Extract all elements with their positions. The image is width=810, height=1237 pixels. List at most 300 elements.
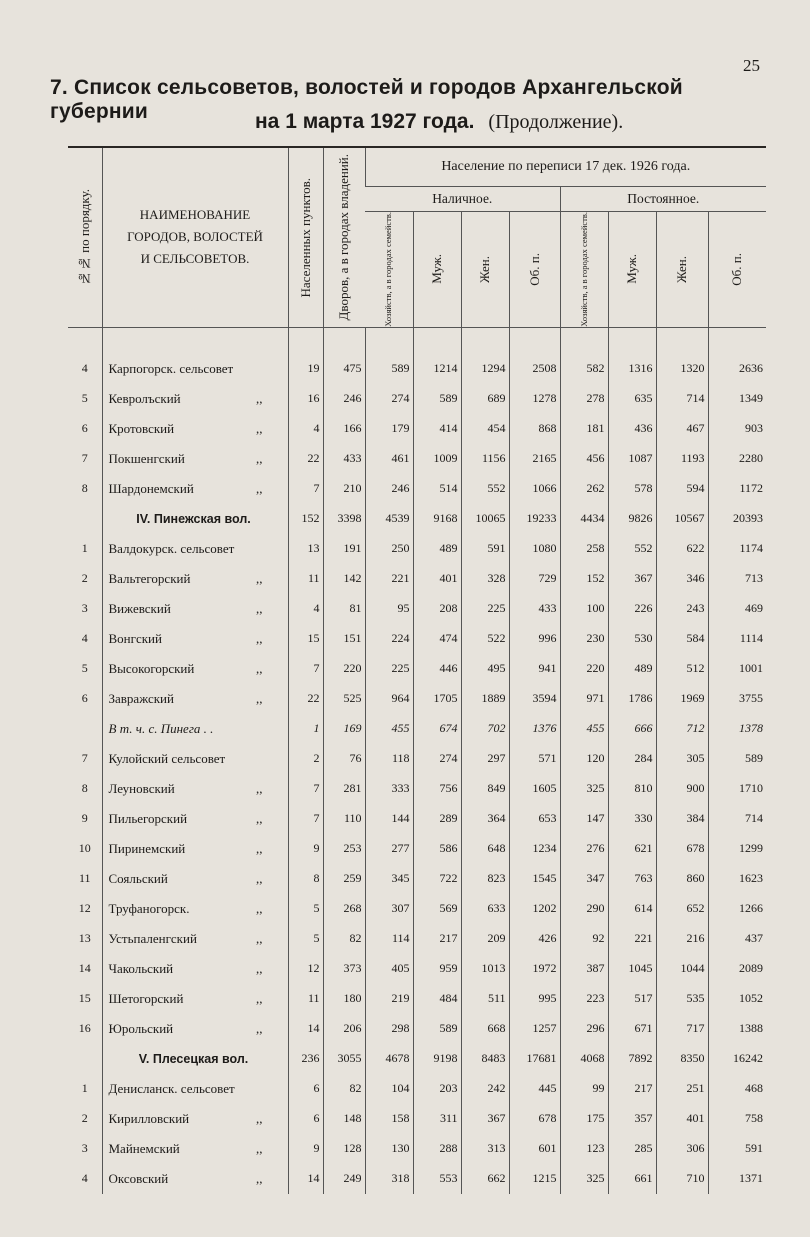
cell-farms-present: 274: [365, 384, 413, 414]
cell-households: 268: [323, 894, 365, 924]
row-name: Устьпаленгский ,,: [102, 924, 288, 954]
cell-female-permanent: 216: [656, 924, 708, 954]
cell-settlements: 14: [288, 1014, 323, 1044]
cell-female-present: 8483: [461, 1044, 509, 1074]
cell-settlements: 9: [288, 1134, 323, 1164]
cell-households: 373: [323, 954, 365, 984]
cell-households: 76: [323, 744, 365, 774]
row-number: 2: [81, 1111, 88, 1126]
cell-female-permanent: 622: [656, 534, 708, 564]
row-number: 5: [81, 661, 88, 676]
cell-farms-permanent: 175: [560, 1104, 608, 1134]
cell-settlements: 13: [288, 534, 323, 564]
cell-female-present: 648: [461, 834, 509, 864]
cell-male-permanent: 1786: [608, 684, 656, 714]
cell-farms-present: 4539: [365, 504, 413, 534]
table-row: [68, 684, 766, 714]
cell-male-permanent: 221: [608, 924, 656, 954]
cell-farms-present: 461: [365, 444, 413, 474]
row-name: Кротовский ,,: [102, 414, 288, 444]
cell-farms-permanent: 120: [560, 744, 608, 774]
cell-male-present: 208: [413, 594, 461, 624]
cell-both-permanent: 589: [708, 744, 766, 774]
cell-both-present: 426: [509, 924, 560, 954]
cell-female-present: 225: [461, 594, 509, 624]
cell-female-permanent: 1969: [656, 684, 708, 714]
table-row: [68, 414, 766, 444]
cell-settlements: 152: [288, 504, 323, 534]
cell-farms-present: 246: [365, 474, 413, 504]
row-name: Труфаногорск. ,,: [102, 894, 288, 924]
cell-farms-permanent: 220: [560, 654, 608, 684]
cell-female-permanent: 10567: [656, 504, 708, 534]
cell-both-permanent: 1388: [708, 1014, 766, 1044]
header-female-permanent: Жен.: [656, 212, 708, 328]
cell-both-present: 1066: [509, 474, 560, 504]
cell-female-permanent: 900: [656, 774, 708, 804]
cell-both-permanent: 758: [708, 1104, 766, 1134]
header-farms-permanent: Хозяйств, а в городах семейств.: [560, 212, 608, 328]
cell-male-permanent: 7892: [608, 1044, 656, 1074]
cell-farms-present: 179: [365, 414, 413, 444]
cell-both-present: 3594: [509, 684, 560, 714]
table-body: [68, 327, 766, 1194]
cell-male-present: 203: [413, 1074, 461, 1104]
table-row: [68, 1014, 766, 1044]
cell-female-permanent: 712: [656, 714, 708, 744]
header-both-present: Об. п.: [509, 212, 560, 328]
cell-farms-present: 318: [365, 1164, 413, 1194]
table-row: [68, 714, 766, 744]
table-row: [68, 624, 766, 654]
cell-farms-permanent: 99: [560, 1074, 608, 1104]
cell-farms-permanent: 123: [560, 1134, 608, 1164]
table-row: [68, 444, 766, 474]
cell-farms-present: 221: [365, 564, 413, 594]
row-name: Вонгский ,,: [102, 624, 288, 654]
cell-both-permanent: 714: [708, 804, 766, 834]
cell-both-permanent: 1349: [708, 384, 766, 414]
cell-male-present: 553: [413, 1164, 461, 1194]
cell-both-permanent: 3755: [708, 684, 766, 714]
cell-male-permanent: 9826: [608, 504, 656, 534]
cell-male-permanent: 226: [608, 594, 656, 624]
cell-households: 142: [323, 564, 365, 594]
cell-male-permanent: 284: [608, 744, 656, 774]
cell-farms-permanent: 290: [560, 894, 608, 924]
cell-farms-permanent: 152: [560, 564, 608, 594]
cell-settlements: 6: [288, 1104, 323, 1134]
cell-farms-permanent: 387: [560, 954, 608, 984]
table-row: [68, 744, 766, 774]
row-number: 3: [81, 601, 88, 616]
cell-farms-present: 158: [365, 1104, 413, 1134]
cell-male-present: 586: [413, 834, 461, 864]
cell-farms-permanent: 230: [560, 624, 608, 654]
cell-male-permanent: 810: [608, 774, 656, 804]
cell-male-permanent: 517: [608, 984, 656, 1014]
table-row: [68, 984, 766, 1014]
cell-farms-permanent: 456: [560, 444, 608, 474]
cell-farms-present: 333: [365, 774, 413, 804]
cell-both-permanent: 1052: [708, 984, 766, 1014]
cell-both-present: 941: [509, 654, 560, 684]
ditto-mark: ,,: [256, 600, 263, 616]
table-row: [68, 1074, 766, 1104]
cell-both-present: 2165: [509, 444, 560, 474]
cell-farms-present: 144: [365, 804, 413, 834]
cell-households: 206: [323, 1014, 365, 1044]
cell-female-present: 849: [461, 774, 509, 804]
row-number: 4: [81, 631, 88, 646]
cell-female-present: 242: [461, 1074, 509, 1104]
cell-settlements: 5: [288, 924, 323, 954]
cell-households: 253: [323, 834, 365, 864]
cell-households: 246: [323, 384, 365, 414]
cell-farms-permanent: 258: [560, 534, 608, 564]
cell-male-permanent: 552: [608, 534, 656, 564]
row-number: 7: [81, 451, 88, 466]
cell-male-permanent: 285: [608, 1134, 656, 1164]
cell-female-present: 1889: [461, 684, 509, 714]
cell-male-present: 489: [413, 534, 461, 564]
cell-households: 81: [323, 594, 365, 624]
row-name: Сояльский ,,: [102, 864, 288, 894]
cell-farms-permanent: 325: [560, 1164, 608, 1194]
cell-settlements: 11: [288, 564, 323, 594]
cell-male-permanent: 614: [608, 894, 656, 924]
cell-male-permanent: 436: [608, 414, 656, 444]
page-title: 7. Список сельсоветов, волостей и городов Архангельской губернии: [50, 76, 683, 123]
row-name: Завражский ,,: [102, 684, 288, 714]
row-number: 1: [81, 1081, 88, 1096]
cell-male-present: 514: [413, 474, 461, 504]
cell-households: 210: [323, 474, 365, 504]
cell-farms-permanent: 4068: [560, 1044, 608, 1074]
cell-settlements: 7: [288, 654, 323, 684]
cell-male-present: 1214: [413, 354, 461, 384]
cell-both-permanent: 903: [708, 414, 766, 444]
row-number: 3: [81, 1141, 88, 1156]
cell-households: 281: [323, 774, 365, 804]
cell-female-present: 662: [461, 1164, 509, 1194]
cell-farms-permanent: 455: [560, 714, 608, 744]
cell-both-present: 1202: [509, 894, 560, 924]
cell-female-permanent: 678: [656, 834, 708, 864]
cell-households: 82: [323, 924, 365, 954]
row-name: Кулойский сельсовет: [102, 744, 288, 774]
cell-female-permanent: 594: [656, 474, 708, 504]
table-row: [68, 1134, 766, 1164]
cell-male-present: 446: [413, 654, 461, 684]
cell-male-present: 589: [413, 1014, 461, 1044]
table-row: [68, 894, 766, 924]
row-name: Кирилловский ,,: [102, 1104, 288, 1134]
cell-settlements: 22: [288, 684, 323, 714]
cell-farms-permanent: 347: [560, 864, 608, 894]
cell-male-present: 1009: [413, 444, 461, 474]
row-number: 8: [81, 781, 88, 796]
row-number: 7: [81, 751, 88, 766]
ditto-mark: ,,: [256, 870, 263, 886]
cell-farms-permanent: 4434: [560, 504, 608, 534]
cell-female-present: 367: [461, 1104, 509, 1134]
cell-farms-permanent: 296: [560, 1014, 608, 1044]
cell-both-permanent: 468: [708, 1074, 766, 1104]
cell-male-present: 756: [413, 774, 461, 804]
cell-both-present: 1545: [509, 864, 560, 894]
ditto-mark: ,,: [256, 1170, 263, 1186]
row-number: 10: [78, 841, 91, 856]
row-name: Оксовский ,,: [102, 1164, 288, 1194]
row-name: В т. ч. с. Пинега . .: [102, 714, 288, 744]
row-name: Пиринемский ,,: [102, 834, 288, 864]
row-number: 8: [81, 481, 88, 496]
cell-male-present: 274: [413, 744, 461, 774]
cell-households: 148: [323, 1104, 365, 1134]
cell-male-present: 569: [413, 894, 461, 924]
cell-farms-permanent: 92: [560, 924, 608, 954]
cell-male-present: 959: [413, 954, 461, 984]
cell-settlements: 14: [288, 1164, 323, 1194]
cell-farms-present: 219: [365, 984, 413, 1014]
cell-farms-permanent: 278: [560, 384, 608, 414]
cell-both-present: 17681: [509, 1044, 560, 1074]
cell-both-present: 19233: [509, 504, 560, 534]
cell-farms-permanent: 262: [560, 474, 608, 504]
cell-households: 3398: [323, 504, 365, 534]
cell-farms-present: 307: [365, 894, 413, 924]
cell-households: 249: [323, 1164, 365, 1194]
cell-male-permanent: 367: [608, 564, 656, 594]
cell-male-permanent: 217: [608, 1074, 656, 1104]
row-number: [68, 504, 102, 534]
cell-female-permanent: 512: [656, 654, 708, 684]
cell-both-permanent: 1371: [708, 1164, 766, 1194]
cell-farms-present: 589: [365, 354, 413, 384]
table-row: [68, 1104, 766, 1134]
row-name: Денисланск. сельсовет: [102, 1074, 288, 1104]
cell-both-permanent: 1266: [708, 894, 766, 924]
cell-female-present: 313: [461, 1134, 509, 1164]
row-number: 4: [81, 1171, 88, 1186]
cell-male-permanent: 1045: [608, 954, 656, 984]
cell-settlements: 19: [288, 354, 323, 384]
cell-households: 191: [323, 534, 365, 564]
cell-male-permanent: 330: [608, 804, 656, 834]
cell-settlements: 2: [288, 744, 323, 774]
cell-both-permanent: 437: [708, 924, 766, 954]
cell-female-present: 10065: [461, 504, 509, 534]
cell-female-permanent: 652: [656, 894, 708, 924]
cell-female-permanent: 305: [656, 744, 708, 774]
spacer-row: [68, 327, 766, 354]
cell-both-permanent: 713: [708, 564, 766, 594]
cell-both-present: 1605: [509, 774, 560, 804]
cell-female-present: 1294: [461, 354, 509, 384]
cell-male-present: 311: [413, 1104, 461, 1134]
cell-farms-present: 104: [365, 1074, 413, 1104]
header-households: Дворов, а в городах владений.: [323, 148, 365, 327]
cell-settlements: 1: [288, 714, 323, 744]
table-row: [68, 1044, 766, 1074]
cell-both-present: 1215: [509, 1164, 560, 1194]
cell-both-permanent: 20393: [708, 504, 766, 534]
row-number: 5: [81, 391, 88, 406]
cell-both-permanent: 1172: [708, 474, 766, 504]
cell-settlements: 12: [288, 954, 323, 984]
cell-female-present: 668: [461, 1014, 509, 1044]
cell-female-present: 689: [461, 384, 509, 414]
cell-both-permanent: 1623: [708, 864, 766, 894]
cell-male-permanent: 489: [608, 654, 656, 684]
cell-both-present: 433: [509, 594, 560, 624]
cell-female-present: 454: [461, 414, 509, 444]
cell-both-present: 445: [509, 1074, 560, 1104]
title-date: на 1 марта 1927 года.: [255, 110, 475, 133]
cell-male-present: 722: [413, 864, 461, 894]
cell-settlements: 236: [288, 1044, 323, 1074]
cell-settlements: 7: [288, 804, 323, 834]
cell-both-present: 1278: [509, 384, 560, 414]
cell-both-present: 1080: [509, 534, 560, 564]
cell-settlements: 16: [288, 384, 323, 414]
cell-male-permanent: 1087: [608, 444, 656, 474]
ditto-mark: ,,: [256, 960, 263, 976]
row-number: 11: [78, 871, 91, 886]
cell-households: 220: [323, 654, 365, 684]
cell-male-permanent: 635: [608, 384, 656, 414]
cell-settlements: 7: [288, 474, 323, 504]
cell-male-permanent: 530: [608, 624, 656, 654]
header-farms-present: Хозяйств, а в городах семейств.: [365, 212, 413, 328]
table-row: [68, 564, 766, 594]
header-settlements: Населенных пунктов.: [288, 148, 323, 327]
cell-male-present: 589: [413, 384, 461, 414]
cell-male-present: 414: [413, 414, 461, 444]
row-name: V. Плесецкая вол.: [102, 1044, 288, 1074]
cell-farms-present: 405: [365, 954, 413, 984]
cell-male-permanent: 671: [608, 1014, 656, 1044]
cell-male-permanent: 621: [608, 834, 656, 864]
cell-households: 110: [323, 804, 365, 834]
row-number: 14: [78, 961, 91, 976]
ditto-mark: ,,: [256, 420, 263, 436]
cell-households: 180: [323, 984, 365, 1014]
cell-settlements: 4: [288, 414, 323, 444]
ditto-mark: ,,: [256, 990, 263, 1006]
header-num: №№ по порядку.: [68, 148, 102, 327]
table-row: [68, 954, 766, 984]
cell-male-present: 474: [413, 624, 461, 654]
cell-male-present: 289: [413, 804, 461, 834]
table-row: [68, 594, 766, 624]
cell-male-permanent: 1316: [608, 354, 656, 384]
cell-female-permanent: 251: [656, 1074, 708, 1104]
row-name: Валдокурск. сельсовет: [102, 534, 288, 564]
cell-female-permanent: 714: [656, 384, 708, 414]
cell-female-present: 823: [461, 864, 509, 894]
cell-households: 128: [323, 1134, 365, 1164]
cell-male-present: 288: [413, 1134, 461, 1164]
cell-farms-permanent: 582: [560, 354, 608, 384]
row-name: Покшенгский ,,: [102, 444, 288, 474]
cell-male-permanent: 763: [608, 864, 656, 894]
cell-farms-present: 298: [365, 1014, 413, 1044]
title-continued: (Продолжение).: [488, 111, 624, 133]
header-permanent: Постоянное.: [560, 187, 766, 212]
cell-farms-permanent: 147: [560, 804, 608, 834]
cell-households: 3055: [323, 1044, 365, 1074]
cell-female-present: 702: [461, 714, 509, 744]
ditto-mark: ,,: [256, 900, 263, 916]
row-name: Пильегорский ,,: [102, 804, 288, 834]
ditto-mark: ,,: [256, 930, 263, 946]
cell-female-permanent: 243: [656, 594, 708, 624]
ditto-mark: ,,: [256, 780, 263, 796]
cell-farms-present: 455: [365, 714, 413, 744]
table-row: [68, 804, 766, 834]
cell-male-present: 1705: [413, 684, 461, 714]
cell-female-permanent: 535: [656, 984, 708, 1014]
cell-farms-permanent: 100: [560, 594, 608, 624]
cell-farms-present: 4678: [365, 1044, 413, 1074]
cell-farms-present: 250: [365, 534, 413, 564]
row-number: 6: [81, 691, 88, 706]
row-name: Кевролъский ,,: [102, 384, 288, 414]
cell-female-present: 1013: [461, 954, 509, 984]
cell-farms-present: 964: [365, 684, 413, 714]
cell-both-present: 601: [509, 1134, 560, 1164]
cell-farms-present: 224: [365, 624, 413, 654]
cell-female-permanent: 584: [656, 624, 708, 654]
cell-both-present: 995: [509, 984, 560, 1014]
cell-settlements: 11: [288, 984, 323, 1014]
cell-male-permanent: 666: [608, 714, 656, 744]
row-name: Карпогорск. сельсовет: [102, 354, 288, 384]
row-number: 12: [78, 901, 91, 916]
cell-both-permanent: 1299: [708, 834, 766, 864]
cell-female-present: 297: [461, 744, 509, 774]
cell-households: 525: [323, 684, 365, 714]
row-number: 1: [81, 541, 88, 556]
table-row: [68, 354, 766, 384]
cell-households: 166: [323, 414, 365, 444]
cell-both-present: 1257: [509, 1014, 560, 1044]
cell-female-present: 364: [461, 804, 509, 834]
cell-settlements: 9: [288, 834, 323, 864]
cell-female-present: 552: [461, 474, 509, 504]
ditto-mark: ,,: [256, 570, 263, 586]
cell-female-permanent: 384: [656, 804, 708, 834]
cell-female-permanent: 1320: [656, 354, 708, 384]
cell-male-present: 674: [413, 714, 461, 744]
cell-male-permanent: 661: [608, 1164, 656, 1194]
cell-farms-present: 130: [365, 1134, 413, 1164]
cell-both-permanent: 469: [708, 594, 766, 624]
header-census: Население по переписи 17 дек. 1926 года.: [365, 148, 766, 187]
cell-settlements: 22: [288, 444, 323, 474]
table-row: [68, 534, 766, 564]
cell-male-permanent: 578: [608, 474, 656, 504]
cell-farms-present: 225: [365, 654, 413, 684]
cell-settlements: 4: [288, 594, 323, 624]
ditto-mark: ,,: [256, 660, 263, 676]
cell-settlements: 6: [288, 1074, 323, 1104]
row-name: Майнемский ,,: [102, 1134, 288, 1164]
cell-female-permanent: 1193: [656, 444, 708, 474]
cell-farms-permanent: 325: [560, 774, 608, 804]
